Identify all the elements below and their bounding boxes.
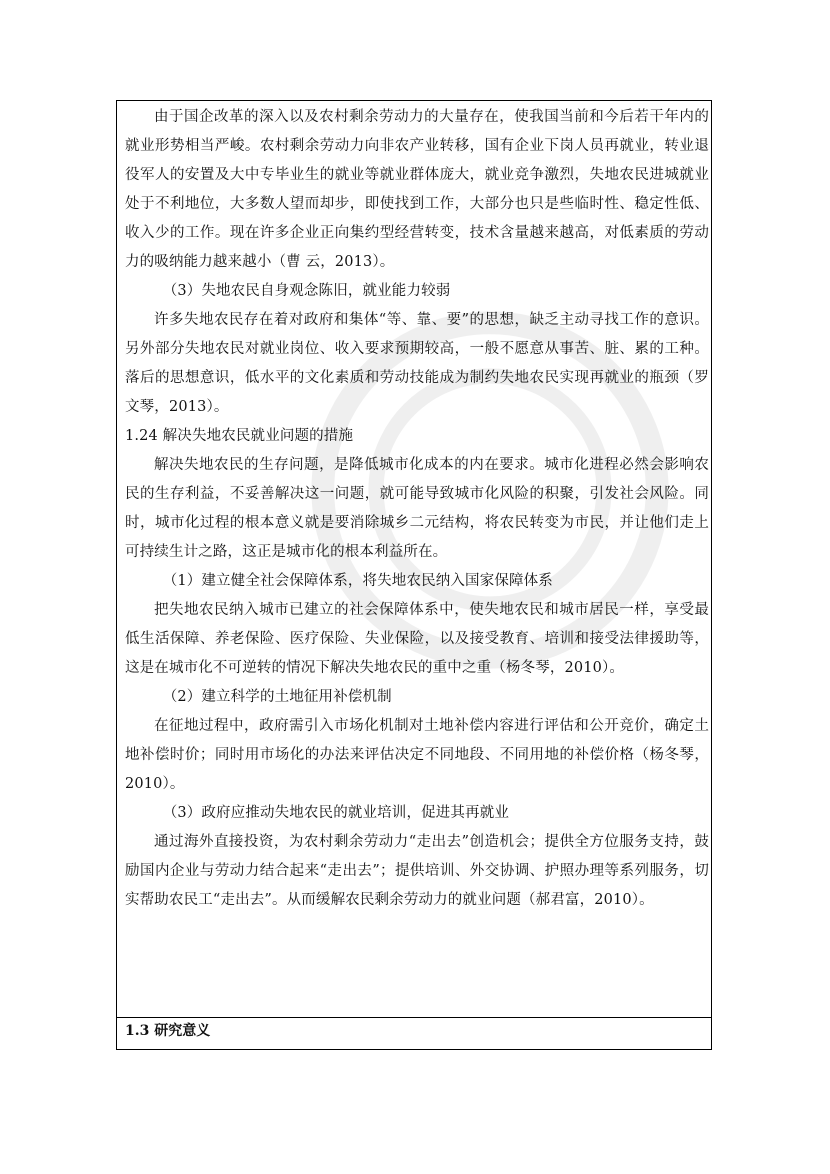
paragraph: 许多失地农民存在着对政府和集体“等、靠、要”的思想，缺乏主动寻找工作的意识。另外部分失地农民对就业岗位、收入要求预期较高，一般不愿意从事苦、脏、累的工种。落后的思想意识，低水平的文化素质和劳动技能成为制约失地农民实现再就业的瓶颈（罗文琴，2013）。 [125,312,709,415]
subheading: （1）建立健全社会保障体系，将失地农民纳入国家保障体系 [162,573,553,589]
paragraph: 解决失地农民的生存问题，是降低城市化成本的内在要求。城市化进程必然会影响农民的生存利益，不妥善解决这一问题，就可能导致城市化风险的积聚，引发社会风险。同时，城市化过程的根本意义就是要消除城乡二元结构，将农民转变为市民，并让他们走上可持续生计之路，这正是城市化的根本利益所在。 [125,457,709,560]
document-body [125,103,709,915]
table-divider [117,1017,711,1018]
paragraph: 通过海外直接投资，为农村剩余劳动力“走出去”创造机会；提供全方位服务支持，鼓励国内企业与劳动力结合起来“走出去”；提供培训、外交协调、护照办理等系列服务，切实帮助农民工“走出去”。从而缓解农民剩余劳动力的就业问题（郝君富，2010）。 [125,834,709,908]
section-title: 1.3 研究意义 [125,1023,211,1039]
subheading: （3）政府应推动失地农民的就业培训，促进其再就业 [162,805,510,821]
paragraph: 由于国企改革的深入以及农村剩余劳动力的大量存在，使我国当前和今后若干年内的就业形势相当严峻。农村剩余劳动力向非农产业转移，国有企业下岗人员再就业，转业退役军人的安置及大中专毕业生的就业等就业群体庞大，就业竞争激烈，失地农民进城就业处于不利地位，大多数人望而却步，即使找到工作，大部分也只是些临时性、稳定性低、收入少的工作。现在许多企业正向集约型经营转变，技术含量越来越高，对低素质的劳动力的吸纳能力越来越小（曹 云，2013）。 [125,109,709,270]
paragraph: 把失地农民纳入城市已建立的社会保障体系中，使失地农民和城市居民一样，享受最低生活保障、养老保险、医疗保险、失业保险，以及接受教育、培训和接受法律援助等，这是在城市化不可逆转的情况下解决失地农民的重中之重（杨冬琴，2010）。 [125,602,709,676]
section-heading: 1.24 解决失地农民就业问题的措施 [125,428,354,444]
subheading: （3）失地农民自身观念陈旧，就业能力较弱 [162,283,451,299]
subheading: （2）建立科学的土地征用补偿机制 [162,689,392,705]
paragraph: 在征地过程中，政府需引入市场化机制对土地补偿内容进行评估和公开竞价，确定土地补偿时价；同时用市场化的办法来评估决定不同地段、不同用地的补偿价格（杨冬琴，2010）。 [125,718,709,792]
